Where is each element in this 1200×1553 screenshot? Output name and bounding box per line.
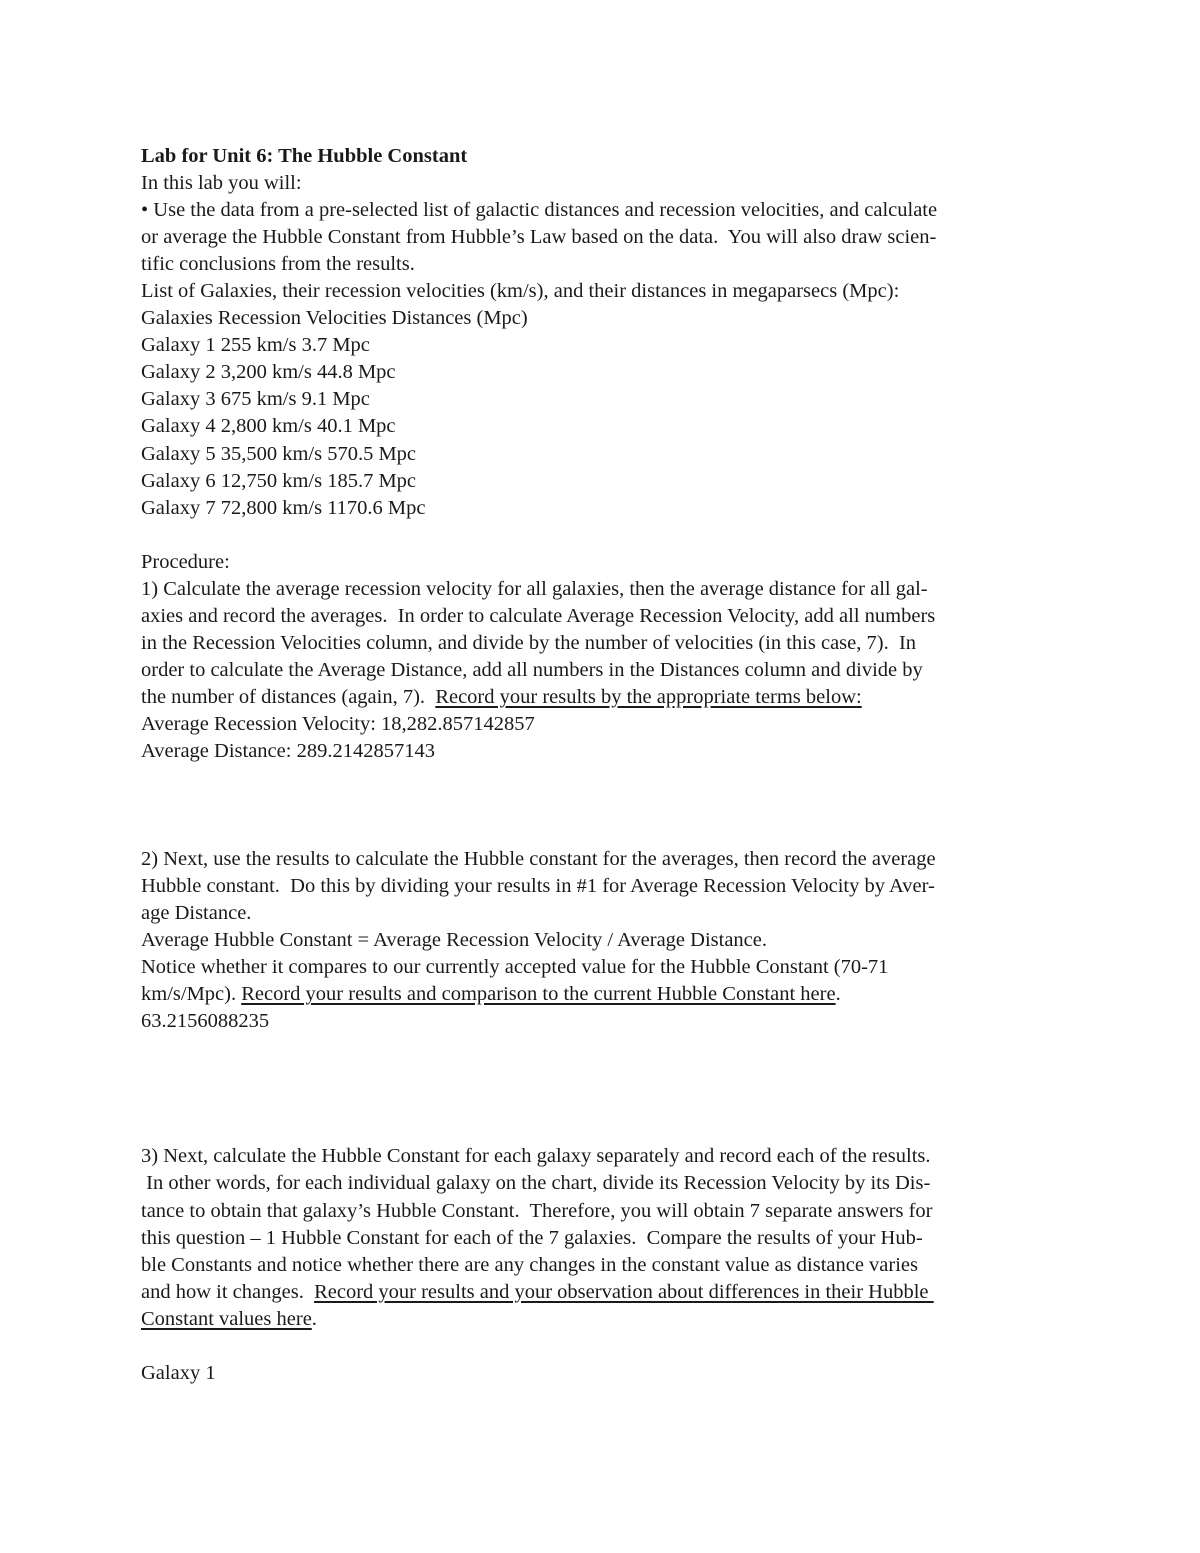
intro-line: tific conclusions from the results. xyxy=(141,253,415,276)
step3-line: 3) Next, calculate the Hubble Constant for each galaxy separately and record each of the results. xyxy=(141,1145,931,1168)
step3-line xyxy=(141,1279,1061,1306)
step1-line xyxy=(141,684,1061,711)
intro-line: or average the Hubble Constant from Hubble’s Law based on the data. You will also draw scien- xyxy=(141,226,937,249)
document-page xyxy=(141,143,1061,1387)
intro-line: In this lab you will: xyxy=(141,172,302,195)
step3-line: ble Constants and notice whether there are any changes in the constant value as distance varies xyxy=(141,1253,919,1276)
galaxy-row: Galaxy 5 35,500 km/s 570.5 Mpc xyxy=(141,442,417,465)
intro-line: List of Galaxies, their recession velocities (km/s), and their distances in megaparsecs (Mpc): xyxy=(141,280,900,303)
spacer xyxy=(141,765,1061,846)
step1-instruction: Record your results by the appropriate terms below: xyxy=(435,685,862,708)
galaxy-row: Galaxy 1 255 km/s 3.7 Mpc xyxy=(141,334,370,357)
galaxy-row: Galaxy 2 3,200 km/s 44.8 Mpc xyxy=(141,361,396,384)
step3-line: In other words, for each individual galaxy on the chart, divide its Recession Velocity by its Dis- xyxy=(141,1172,931,1195)
doc-title: Lab for Unit 6: The Hubble Constant xyxy=(141,145,468,167)
step2-line: age Distance. xyxy=(141,902,252,925)
step1-text: the number of distances (again, 7). xyxy=(141,685,436,708)
galaxy-row: Galaxy 4 2,800 km/s 40.1 Mpc xyxy=(141,415,396,438)
galaxy-row: Galaxy 7 72,800 km/s 1170.6 Mpc xyxy=(141,496,426,519)
step3-text: and how it changes. xyxy=(141,1280,315,1303)
step2-answer: 63.2156088235 xyxy=(141,1010,270,1033)
step3-period: . xyxy=(311,1307,317,1330)
step1-line: 1) Calculate the average recession velocity for all galaxies, then the average distance for all gal- xyxy=(141,577,928,600)
step3-line xyxy=(141,1306,1061,1333)
step2-line: Hubble constant. Do this by dividing your results in #1 for Average Recession Velocity by Aver- xyxy=(141,875,935,898)
step1-line: axies and record the averages. In order to calculate Average Recession Velocity, add all numbers xyxy=(141,604,936,627)
intro-line: • Use the data from a pre-selected list of galactic distances and recession velocities, and calculate xyxy=(141,199,938,222)
step3-instruction: Record your results and your observation about differences in their Hubble xyxy=(314,1280,934,1303)
step2-line: Average Hubble Constant = Average Recession Velocity / Average Distance. xyxy=(141,929,767,952)
step2-line: 2) Next, use the results to calculate the Hubble constant for the averages, then record the average xyxy=(141,848,936,871)
step2-text: km/s/Mpc). xyxy=(141,983,242,1006)
galaxy1-label: Galaxy 1 xyxy=(141,1361,216,1384)
step1-line: in the Recession Velocities column, and divide by the number of velocities (in this case, 7). In xyxy=(141,631,917,654)
step2-instruction: Record your results and comparison to the current Hubble Constant here xyxy=(241,983,836,1006)
step1-line: order to calculate the Average Distance, add all numbers in the Distances column and divide by xyxy=(141,658,923,681)
spacer xyxy=(141,1035,1061,1143)
table-header: Galaxies Recession Velocities Distances (Mpc) xyxy=(141,307,528,330)
galaxy-row: Galaxy 3 675 km/s 9.1 Mpc xyxy=(141,388,370,411)
step2-period: . xyxy=(835,983,841,1006)
galaxy-row: Galaxy 6 12,750 km/s 185.7 Mpc xyxy=(141,469,417,492)
step2-line xyxy=(141,981,1061,1008)
spacer xyxy=(141,1333,1061,1360)
spacer xyxy=(141,522,1061,549)
avg-velocity-answer: Average Recession Velocity: 18,282.857142857 xyxy=(141,712,535,735)
step3-line: this question – 1 Hubble Constant for each of the 7 galaxies. Compare the results of your Hub- xyxy=(141,1226,923,1249)
procedure-heading: Procedure: xyxy=(141,550,230,573)
step2-line: Notice whether it compares to our currently accepted value for the Hubble Constant (70-71 xyxy=(141,956,889,979)
avg-distance-answer: Average Distance: 289.2142857143 xyxy=(141,740,435,763)
step3-instruction-cont: Constant values here xyxy=(141,1307,312,1330)
step3-line: tance to obtain that galaxy’s Hubble Constant. Therefore, you will obtain 7 separate answers for xyxy=(141,1199,933,1222)
